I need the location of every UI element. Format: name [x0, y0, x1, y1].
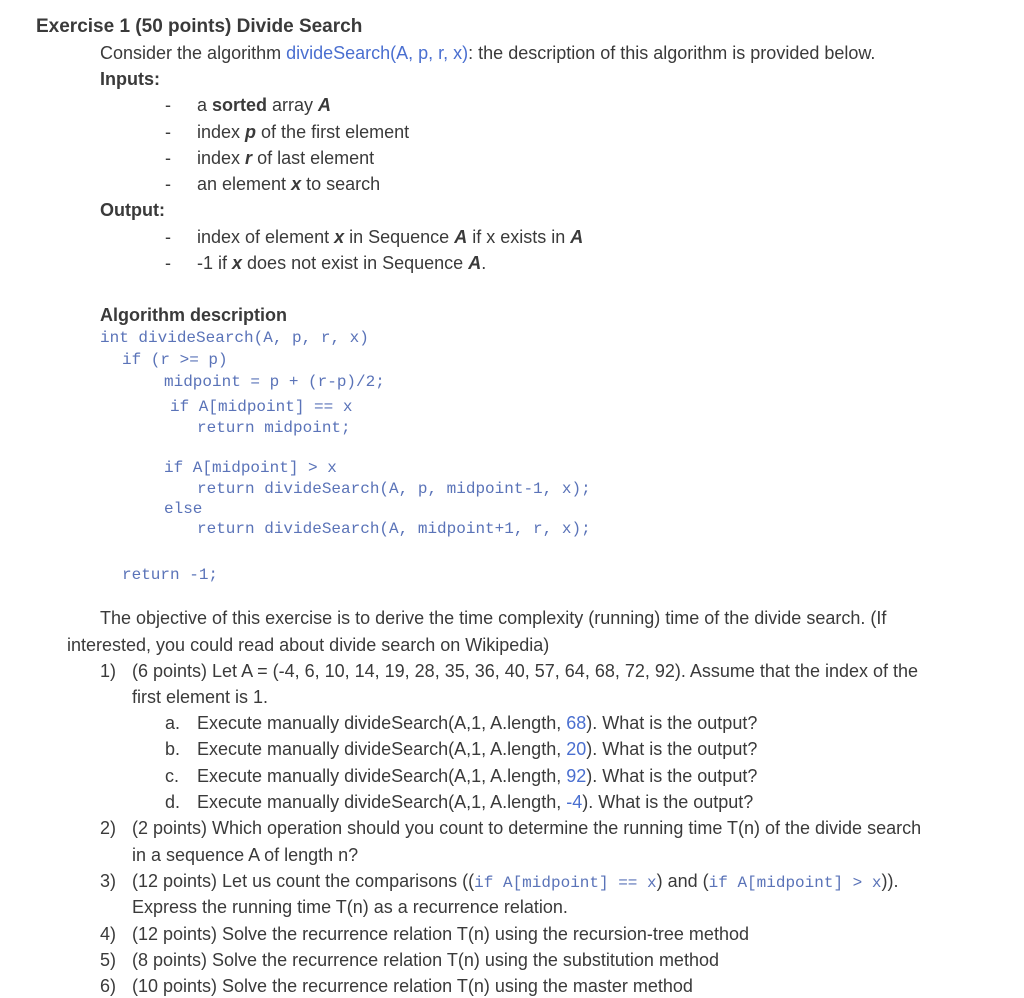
- sub-question: Execute manually divideSearch(A,1, A.length, 68). What is the output?: [197, 713, 758, 733]
- input-item: index r of last element: [197, 148, 375, 168]
- inputs-heading: Inputs:: [100, 69, 160, 89]
- output-bullet: -: [165, 227, 171, 247]
- intro-text: [100, 43, 875, 64]
- output-heading: Output:: [100, 200, 165, 220]
- question-number: 2): [100, 818, 117, 838]
- question-text: (6 points) Let A = (-4, 6, 10, 14, 19, 28, 35, 36, 40, 57, 64, 68, 72, 92). Assume that the index of the: [132, 661, 919, 681]
- inputs-bullet: -: [165, 148, 171, 168]
- algorithm-signature: divideSearch(A, p, r, x): [286, 43, 469, 63]
- output-item: index of element x in Sequence A if x exists in A: [197, 227, 584, 247]
- code-line: if A[midpoint] == x: [170, 398, 353, 416]
- code-line: return midpoint;: [197, 419, 351, 437]
- code-line: return -1;: [122, 566, 219, 584]
- intro-prefix: Consider the algorithm: [100, 43, 287, 63]
- sub-question-letter: c.: [165, 766, 180, 786]
- question-text: (2 points) Which operation should you count to determine the running time T(n) of the divide search: [132, 818, 922, 838]
- objective-line: interested, you could read about divide search on Wikipedia): [67, 635, 550, 655]
- output-item: -1 if x does not exist in Sequence A.: [197, 253, 487, 273]
- sub-question: Execute manually divideSearch(A,1, A.length, 92). What is the output?: [197, 766, 758, 786]
- code-line: if A[midpoint] > x: [164, 459, 337, 477]
- question-number: 1): [100, 661, 117, 681]
- question-text: (12 points) Let us count the comparisons ((if A[midpoint] == x) and (if A[midpoint] > x)).: [132, 871, 899, 892]
- code-line: int divideSearch(A, p, r, x): [100, 329, 369, 347]
- sub-question: Execute manually divideSearch(A,1, A.length, 20). What is the output?: [197, 739, 758, 759]
- question-number: 4): [100, 924, 117, 944]
- question-number: 5): [100, 950, 117, 970]
- intro-suffix: : the description of this algorithm is provided below.: [468, 43, 876, 63]
- question-text: (8 points) Solve the recurrence relation T(n) using the substitution method: [132, 950, 719, 970]
- page-title: Exercise 1 (50 points) Divide Search: [36, 16, 363, 37]
- algorithm-heading: Algorithm description: [100, 305, 288, 325]
- sub-question: Execute manually divideSearch(A,1, A.length, -4). What is the output?: [197, 792, 754, 812]
- sub-question-letter: d.: [165, 792, 181, 812]
- question-number: 6): [100, 976, 117, 996]
- question-text: Express the running time T(n) as a recurrence relation.: [132, 897, 568, 917]
- question-text: first element is 1.: [132, 687, 269, 707]
- sub-question-letter: a.: [165, 713, 181, 733]
- inputs-bullet: -: [165, 95, 171, 115]
- code-line: return divideSearch(A, midpoint+1, r, x);: [197, 520, 591, 538]
- input-item: an element x to search: [197, 174, 381, 194]
- question-text: in a sequence A of length n?: [132, 845, 359, 865]
- output-bullet: -: [165, 253, 171, 273]
- code-line: if (r >= p): [122, 351, 228, 369]
- question-text: (10 points) Solve the recurrence relation T(n) using the master method: [132, 976, 693, 996]
- question-text: (12 points) Solve the recurrence relation T(n) using the recursion-tree method: [132, 924, 749, 944]
- inputs-bullet: -: [165, 122, 171, 142]
- inputs-bullet: -: [165, 174, 171, 194]
- code-line: return divideSearch(A, p, midpoint-1, x);: [197, 480, 591, 498]
- input-item: index p of the first element: [197, 122, 410, 142]
- code-line: midpoint = p + (r-p)/2;: [164, 373, 385, 391]
- question-number: 3): [100, 871, 117, 891]
- input-item: a sorted array A: [197, 95, 332, 115]
- code-line: else: [164, 500, 203, 518]
- sub-question-letter: b.: [165, 739, 181, 759]
- objective-line: The objective of this exercise is to derive the time complexity (running) time of the divide search. (If: [100, 608, 887, 628]
